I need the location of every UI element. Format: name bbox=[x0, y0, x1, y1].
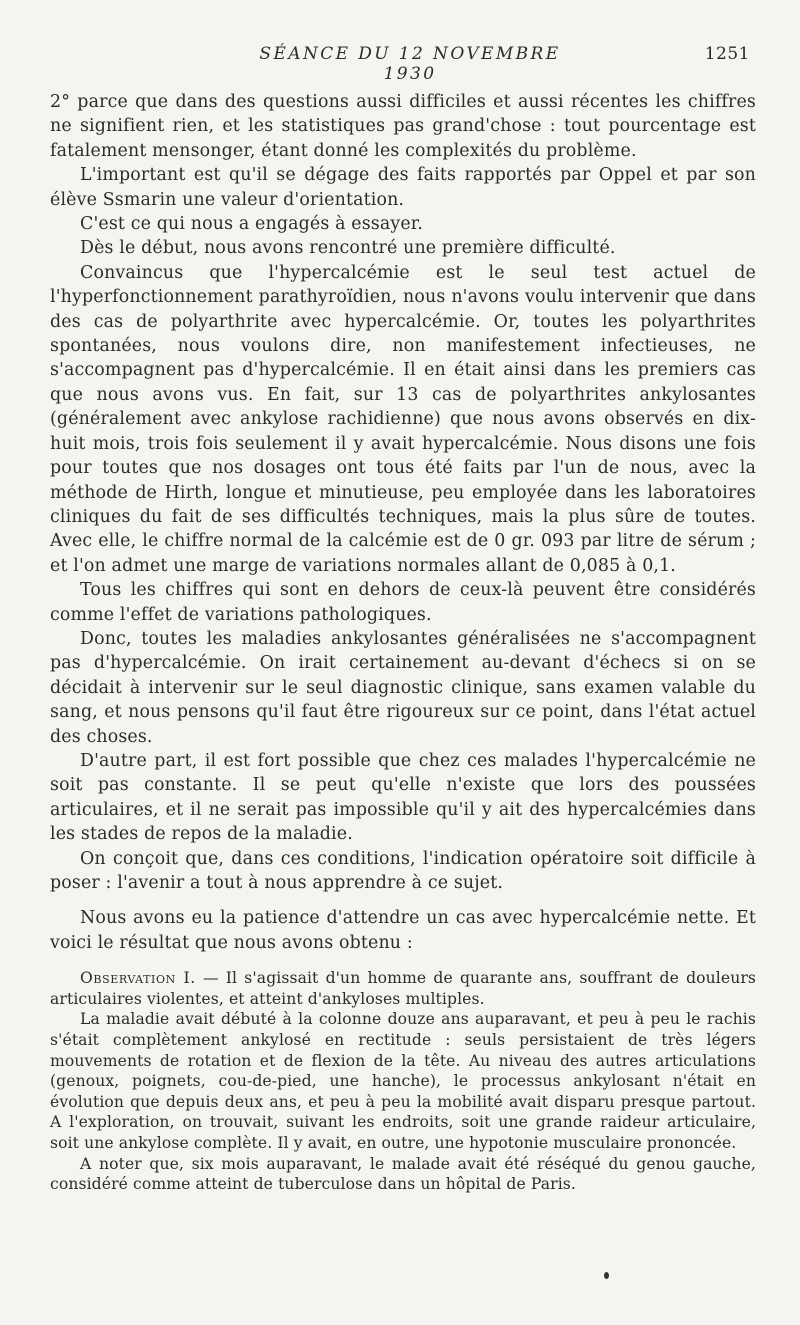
paragraph: Donc, toutes les maladies ankylosantes généralisées ne s'accompagnent pas d'hypercalcémie. On irait certainement au-devant d'échecs si on se décidait à intervenir sur le seul diagnostic clinique, sans examen valable du sang, et nous pensons qu'il faut être rigoureux sur ce point, dans l'état actuel des choses. bbox=[50, 628, 756, 747]
observation-first-text: — Il s'agissait d'un homme de quarante ans, souffrant de douleurs articulaires violentes, et atteint d'ankyloses multiples. bbox=[50, 969, 757, 1008]
paragraph: 2° parce que dans des questions aussi difficiles et aussi récentes les chiffres ne signifient rien, et les statistiques pas grand'chose : tout pourcentage est fatalement mensonger, étant donné les complexités du problème. bbox=[50, 92, 756, 161]
paragraph: Dès le début, nous avons rencontré une première difficulté. bbox=[80, 238, 616, 259]
ink-speck bbox=[604, 1272, 609, 1279]
paragraph: D'autre part, il est fort possible que chez ces malades l'hypercalcémie ne soit pas constante. Il se peut qu'elle n'existe que lors des poussées articulaires, et il ne serait pas impossible qu'il y ait des hypercalcémies dans les stades de repos de la maladie. bbox=[50, 750, 756, 845]
observation-label: Observation I. bbox=[80, 969, 196, 988]
running-head: SÉANCE DU 12 NOVEMBRE 1930 bbox=[259, 44, 561, 84]
paragraph: Convaincus que l'hypercalcémie est le seul test actuel de l'hyperfonctionnement parathyroïdien, nous n'avons voulu intervenir que dans des cas de polyarthrite avec hypercalcémie. Or, toutes les polyarthrites spontanées, nous voulons dire, non manifestement infectieuses, ne s'accompagnent pas d'hypercalcémie. Il en était ainsi dans les premiers cas que nous avons vus. En fait, sur 13 cas de polyarthrites ankylosantes (généralement avec ankylose rachidienne) que nous avons observés en dix-huit mois, trois fois seulement il y avait hypercalcémie. Nous disons une fois pour toutes que nos dosages ont tous été faits par l'un de nous, avec la méthode de Hirth, longue et minutieuse, peu employée dans les laboratoires cliniques du fait de ses difficultés techniques, mais la plus sûre de toutes. Avec elle, le chiffre normal de la calcémie est de 0 gr. 093 par litre de sérum ; et l'on admet une marge de variations normales allant de 0,085 à 0,1. bbox=[50, 262, 756, 576]
page-number: 1251 bbox=[704, 44, 750, 64]
paragraph: On conçoit que, dans ces conditions, l'indication opératoire soit difficile à poser : l'avenir a tout à nous apprendre à ce sujet. bbox=[50, 848, 756, 893]
observation-paragraph: A noter que, six mois auparavant, le malade avait été réséqué du genou gauche, considéré comme atteint de tuberculose dans un hôpital de Paris. bbox=[50, 1154, 756, 1194]
paragraph-gap bbox=[50, 895, 756, 906]
body-text bbox=[50, 90, 756, 1195]
page-header bbox=[50, 44, 750, 84]
observation-paragraph: La maladie avait débuté à la colonne douze ans auparavant, et peu à peu le rachis s'était complètement ankylosé en rectitude : seuls persistaient de très légers mouvements de rotation et de flexion de la tête. Au niveau des autres articulations (genoux, poignets, cou-de-pied, une hanche), le processus ankylosant n'était en évolution que depuis deux ans, et peu à peu la mobilité avait disparu presque partout. A l'exploration, on trouvait, suivant les endroits, soit une grande raideur articulaire, soit une ankylose complète. Il y avait, en outre, une hypotonie musculaire prononcée. bbox=[50, 1010, 756, 1152]
paragraph: Tous les chiffres qui sont en dehors de ceux-là peuvent être considérés comme l'effet de variations pathologiques. bbox=[50, 580, 756, 625]
observation-block bbox=[50, 968, 756, 1195]
paragraph: L'important est qu'il se dégage des faits rapportés par Oppel et par son élève Ssmarin une valeur d'orientation. bbox=[50, 165, 756, 210]
intro-paragraph: Nous avons eu la patience d'attendre un cas avec hypercalcémie nette. Et voici le résultat que nous avons obtenu : bbox=[50, 908, 756, 953]
paragraph: C'est ce qui nous a engagés à essayer. bbox=[80, 214, 424, 235]
observation-paragraph bbox=[50, 968, 756, 1009]
